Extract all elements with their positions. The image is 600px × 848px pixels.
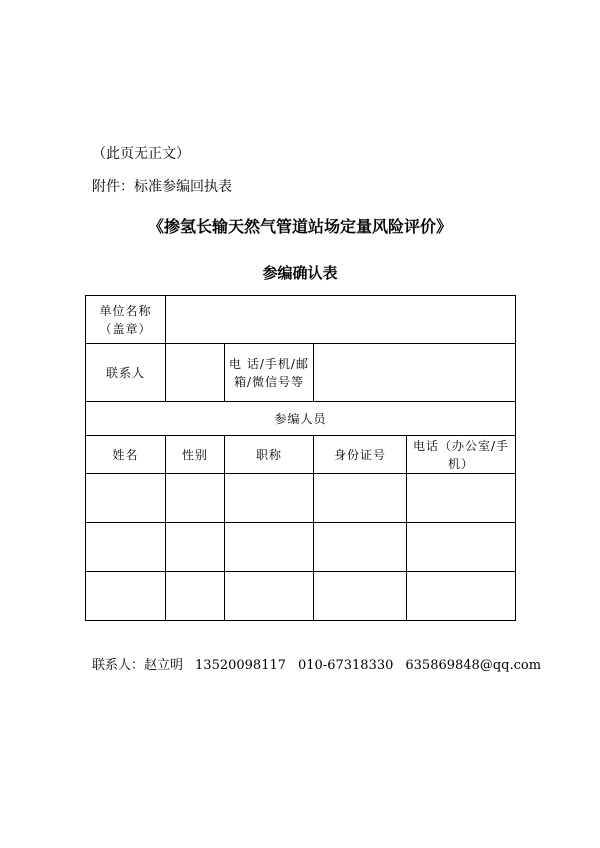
- table-row: [86, 572, 516, 621]
- member-gender-cell[interactable]: [166, 474, 225, 523]
- member-phone-cell[interactable]: [407, 572, 516, 621]
- member-id-cell[interactable]: [314, 523, 407, 572]
- footer-email[interactable]: 635869848@qq.com: [405, 658, 542, 673]
- members-header-row: [86, 402, 516, 436]
- unit-name-row: [86, 296, 516, 344]
- member-gender-cell[interactable]: [166, 523, 225, 572]
- member-id-cell[interactable]: [314, 474, 407, 523]
- footer-phone: 010-67318330: [298, 658, 394, 673]
- footer-contact-name: 赵立明: [144, 658, 184, 673]
- col-gender: 性别: [166, 436, 225, 474]
- footer-mobile: 13520098117: [195, 658, 287, 673]
- form-title: 参编确认表: [262, 264, 338, 282]
- member-name-cell[interactable]: [86, 523, 166, 572]
- table-row: [86, 523, 516, 572]
- footer-contact-line: [92, 654, 553, 673]
- contact-label: 联系人: [86, 344, 166, 402]
- col-name: 姓名: [86, 436, 166, 474]
- member-gender-cell[interactable]: [166, 572, 225, 621]
- contact-row: [86, 344, 516, 402]
- unit-name-field[interactable]: [166, 296, 516, 344]
- unit-name-label: 单位名称（盖章）: [86, 296, 166, 344]
- members-header: 参编人员: [86, 402, 516, 436]
- no-body-note: （此页无正文）: [92, 146, 190, 162]
- footer-contact-label: 联系人：: [92, 658, 145, 673]
- member-title-cell[interactable]: [225, 474, 314, 523]
- col-title: 职称: [225, 436, 314, 474]
- member-name-cell[interactable]: [86, 572, 166, 621]
- attachment-line: 附件：标准参编回执表: [92, 179, 232, 195]
- member-phone-cell[interactable]: [407, 474, 516, 523]
- document-title: 《掺氢长输天然气管道站场定量风险评价》: [147, 217, 452, 236]
- phone-email-label: 电 话/手机/邮箱/微信号等: [225, 344, 314, 402]
- member-title-cell[interactable]: [225, 572, 314, 621]
- contact-field[interactable]: [166, 344, 225, 402]
- col-phone: 电话（办公室/手机）: [407, 436, 516, 474]
- table-row: [86, 474, 516, 523]
- member-id-cell[interactable]: [314, 572, 407, 621]
- confirmation-form-table: [85, 295, 516, 621]
- member-title-cell[interactable]: [225, 523, 314, 572]
- col-id-number: 身份证号: [314, 436, 407, 474]
- column-header-row: [86, 436, 516, 474]
- phone-email-field[interactable]: [314, 344, 516, 402]
- member-phone-cell[interactable]: [407, 523, 516, 572]
- member-name-cell[interactable]: [86, 474, 166, 523]
